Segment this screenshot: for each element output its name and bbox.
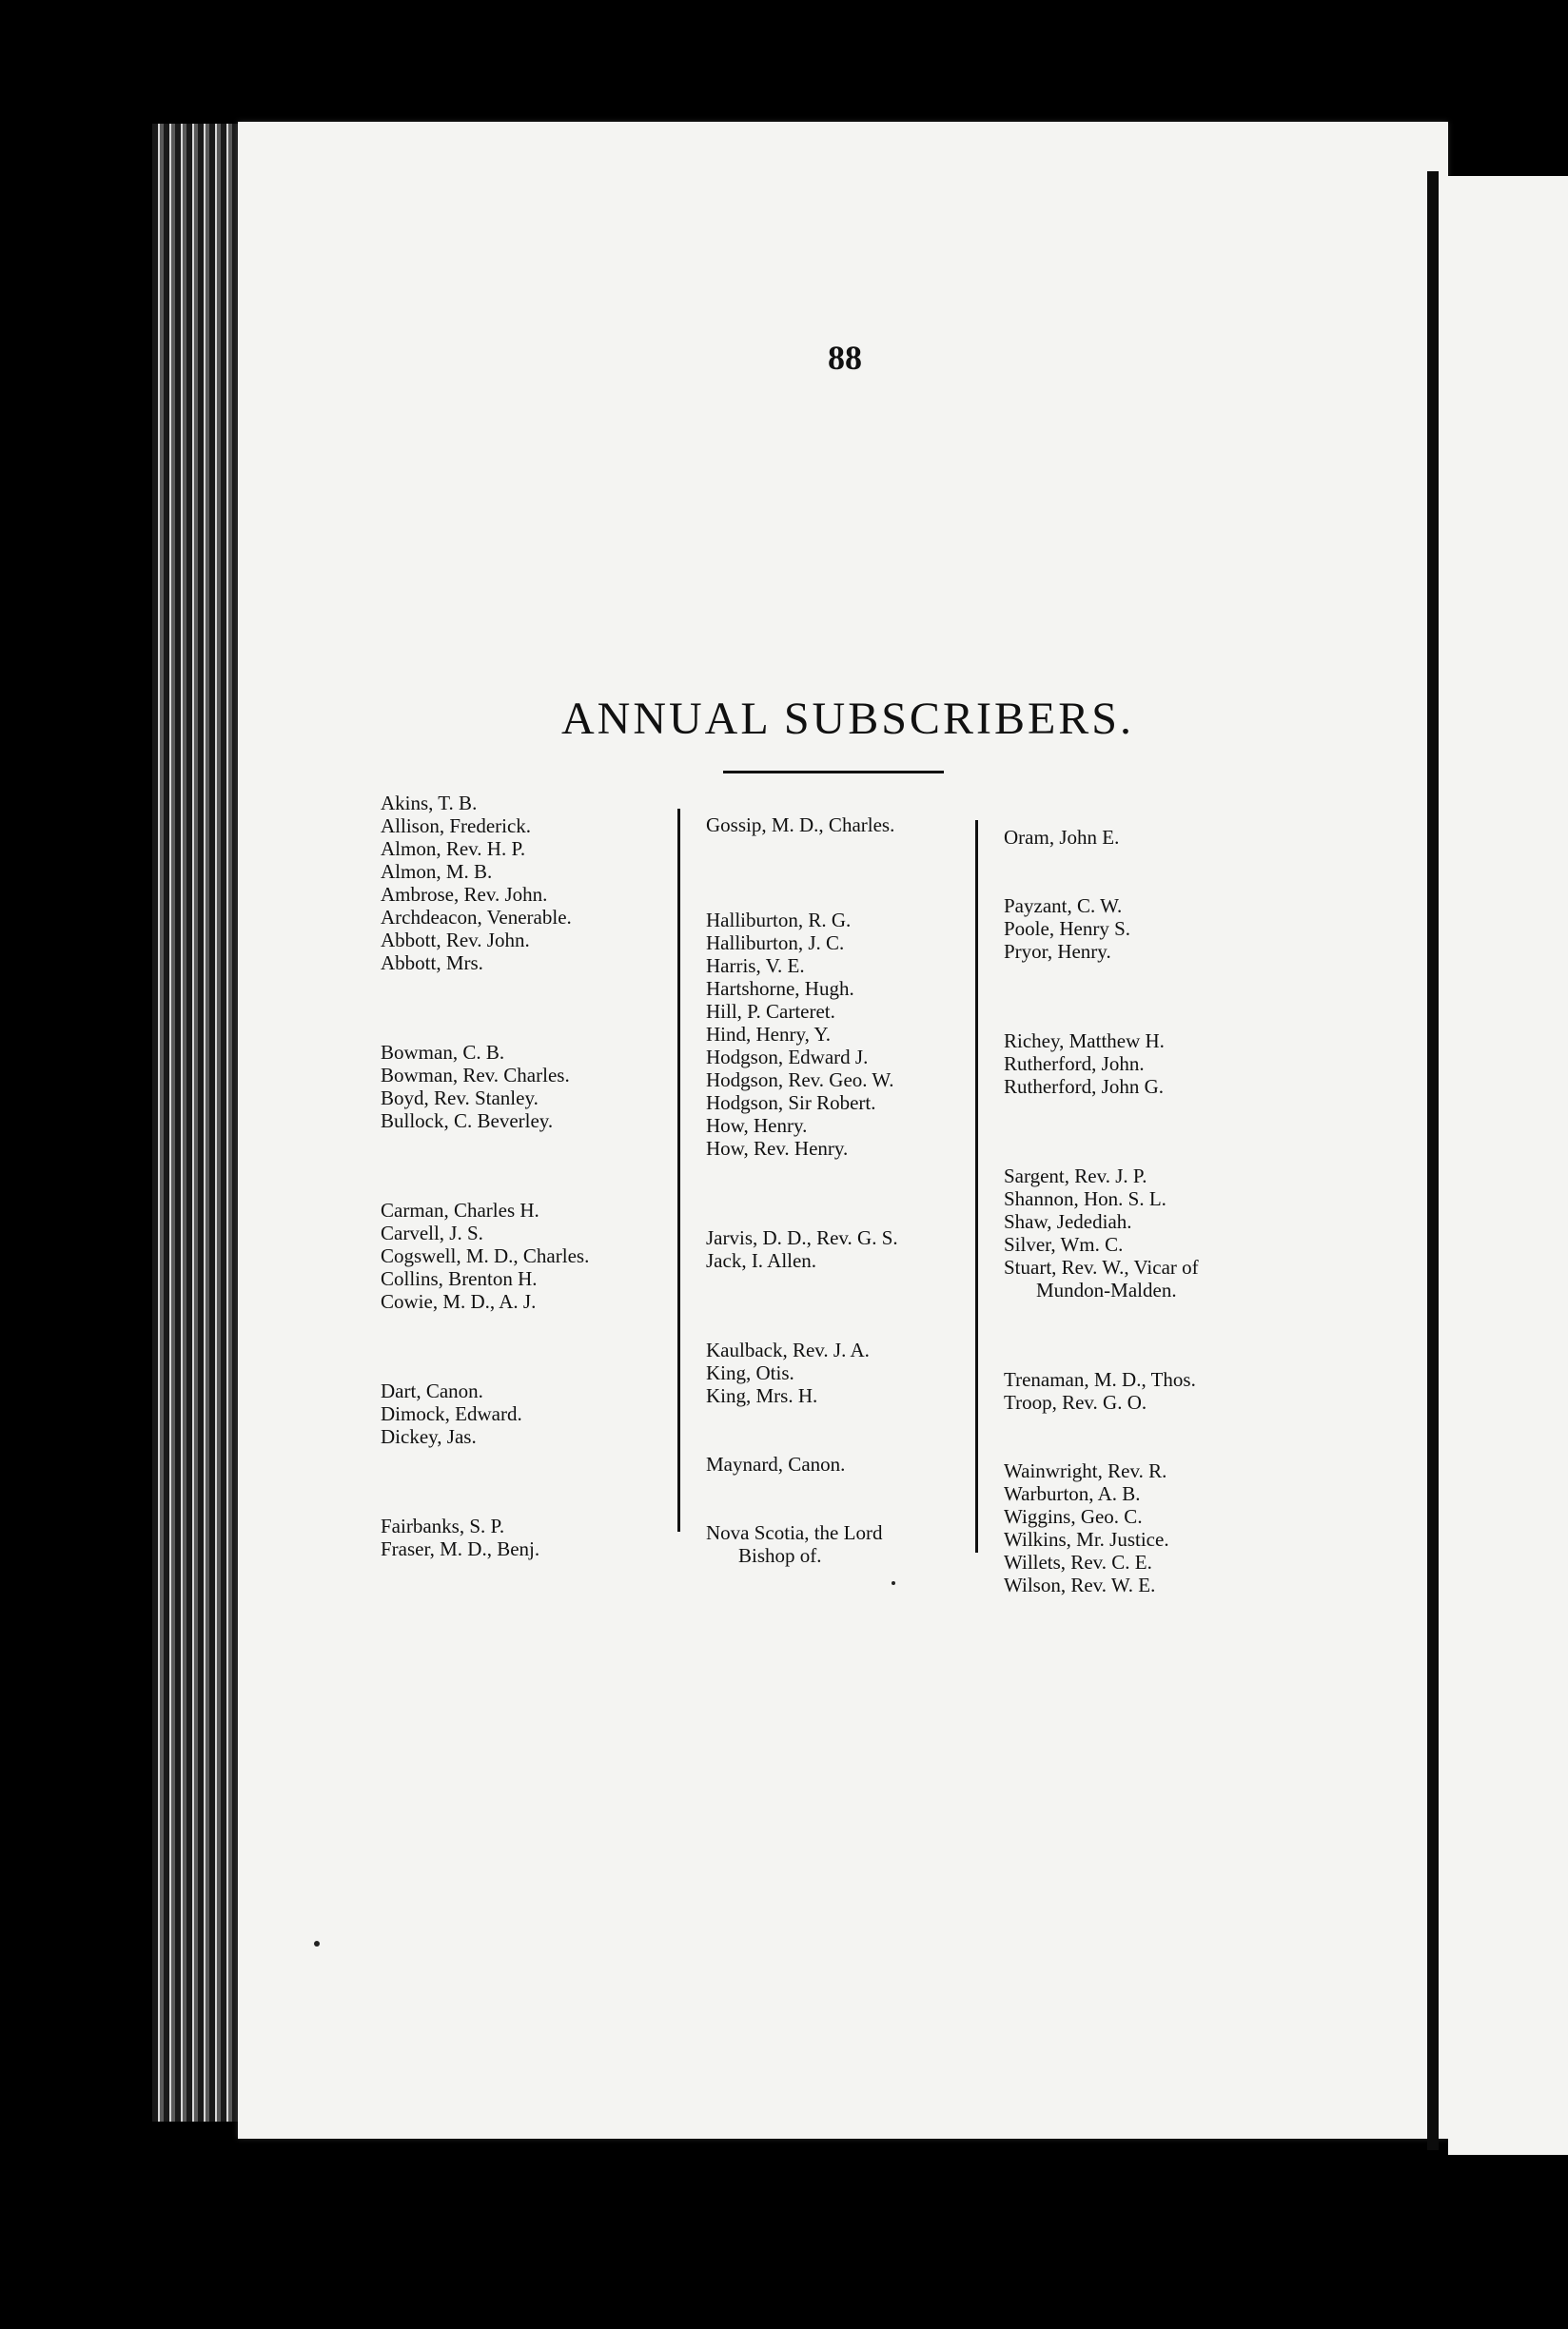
subscriber-entry: Cowie, M. D., A. J. xyxy=(381,1290,537,1313)
subscriber-entry: Cogswell, M. D., Charles. xyxy=(381,1244,590,1267)
book-gutter xyxy=(1427,171,1439,2150)
subscriber-entry: Troop, Rev. G. O. xyxy=(1004,1391,1147,1414)
subscriber-entry: Hind, Henry, Y. xyxy=(706,1023,832,1046)
subscriber-entry: Willets, Rev. C. E. xyxy=(1004,1551,1152,1574)
subscriber-entry: Almon, M. B. xyxy=(381,860,493,883)
subscriber-entry: Abbott, Rev. John. xyxy=(381,929,530,951)
subscriber-entry: Silver, Wm. C. xyxy=(1004,1233,1124,1256)
subscriber-entry: Halliburton, J. C. xyxy=(706,931,845,954)
subscriber-entry: Shannon, Hon. S. L. xyxy=(1004,1187,1166,1210)
subscriber-entry: Nova Scotia, the Lord xyxy=(706,1521,883,1544)
facing-page-edge xyxy=(1448,176,1568,2155)
subscriber-entry: Oram, John E. xyxy=(1004,826,1120,849)
subscriber-entry: Ambrose, Rev. John. xyxy=(381,883,548,906)
subscriber-entry: Shaw, Jedediah. xyxy=(1004,1210,1132,1233)
subscriber-entry: Carvell, J. S. xyxy=(381,1222,483,1244)
subscriber-entry: Wilkins, Mr. Justice. xyxy=(1004,1528,1169,1551)
heading-rule xyxy=(723,771,944,773)
subscriber-entry: Jarvis, D. D., Rev. G. S. xyxy=(706,1226,898,1249)
subscriber-entry: Dimock, Edward. xyxy=(381,1402,522,1425)
subscriber-entry: Dart, Canon. xyxy=(381,1380,483,1402)
subscriber-column-3 xyxy=(1004,826,1199,1596)
page-number: 88 xyxy=(828,339,862,377)
section-heading: ANNUAL SUBSCRIBERS. xyxy=(561,694,1134,744)
subscriber-entry: Payzant, C. W. xyxy=(1004,894,1123,917)
subscriber-entry: Almon, Rev. H. P. xyxy=(381,837,526,860)
column-divider-left xyxy=(677,809,680,1532)
paper-speck xyxy=(314,1941,320,1947)
book-page-edges xyxy=(152,124,243,2122)
subscriber-entry: Hill, P. Carteret. xyxy=(706,1000,835,1023)
subscriber-entry: Wainwright, Rev. R. xyxy=(1004,1459,1167,1482)
subscriber-entry: King, Otis. xyxy=(706,1361,794,1384)
subscriber-entry: Hodgson, Sir Robert. xyxy=(706,1091,876,1114)
subscriber-entry: Hodgson, Rev. Geo. W. xyxy=(706,1068,894,1091)
subscriber-entry: Carman, Charles H. xyxy=(381,1199,539,1222)
subscriber-entry: Halliburton, R. G. xyxy=(706,909,852,931)
subscriber-entry: How, Henry. xyxy=(706,1114,808,1137)
subscriber-column-2 xyxy=(706,813,898,1567)
subscriber-entry: Mundon-Malden. xyxy=(1036,1279,1177,1302)
subscriber-entry: Wiggins, Geo. C. xyxy=(1004,1505,1143,1528)
subscriber-entry: Archdeacon, Venerable. xyxy=(381,906,572,929)
subscriber-entry: Gossip, M. D., Charles. xyxy=(706,813,895,836)
subscriber-entry: Poole, Henry S. xyxy=(1004,917,1130,940)
subscriber-entry: Fraser, M. D., Benj. xyxy=(381,1537,540,1560)
subscriber-entry: Harris, V. E. xyxy=(706,954,805,977)
subscriber-entry: Fairbanks, S. P. xyxy=(381,1515,505,1537)
subscriber-entry: Bullock, C. Beverley. xyxy=(381,1109,554,1132)
subscriber-entry: Pryor, Henry. xyxy=(1004,940,1111,963)
subscriber-entry: Richey, Matthew H. xyxy=(1004,1029,1165,1052)
subscriber-entry: Kaulback, Rev. J. A. xyxy=(706,1339,870,1361)
paper-speck xyxy=(892,1581,895,1585)
subscriber-entry: King, Mrs. H. xyxy=(706,1384,818,1407)
subscriber-entry: Bishop of. xyxy=(738,1544,822,1567)
subscriber-entry: Rutherford, John. xyxy=(1004,1052,1145,1075)
subscriber-entry: Jack, I. Allen. xyxy=(706,1249,817,1272)
subscriber-entry: Hartshorne, Hugh. xyxy=(706,977,854,1000)
subscriber-column-1 xyxy=(381,792,589,1560)
subscriber-entry: Maynard, Canon. xyxy=(706,1453,846,1476)
subscriber-entry: Dickey, Jas. xyxy=(381,1425,477,1448)
subscriber-entry: Akins, T. B. xyxy=(381,792,478,814)
subscriber-entry: Bowman, Rev. Charles. xyxy=(381,1064,570,1086)
column-divider-right xyxy=(975,820,978,1553)
subscriber-entry: Stuart, Rev. W., Vicar of xyxy=(1004,1256,1199,1279)
subscriber-entry: Sargent, Rev. J. P. xyxy=(1004,1164,1147,1187)
subscriber-entry: Hodgson, Edward J. xyxy=(706,1046,869,1068)
subscriber-entry: How, Rev. Henry. xyxy=(706,1137,849,1160)
subscriber-entry: Collins, Brenton H. xyxy=(381,1267,538,1290)
subscriber-entry: Warburton, A. B. xyxy=(1004,1482,1141,1505)
subscriber-entry: Abbott, Mrs. xyxy=(381,951,483,974)
subscriber-entry: Boyd, Rev. Stanley. xyxy=(381,1086,539,1109)
subscriber-entry: Allison, Frederick. xyxy=(381,814,532,837)
subscriber-entry: Trenaman, M. D., Thos. xyxy=(1004,1368,1196,1391)
subscriber-entry: Wilson, Rev. W. E. xyxy=(1004,1574,1156,1596)
subscriber-entry: Rutherford, John G. xyxy=(1004,1075,1164,1098)
subscriber-entry: Bowman, C. B. xyxy=(381,1041,505,1064)
